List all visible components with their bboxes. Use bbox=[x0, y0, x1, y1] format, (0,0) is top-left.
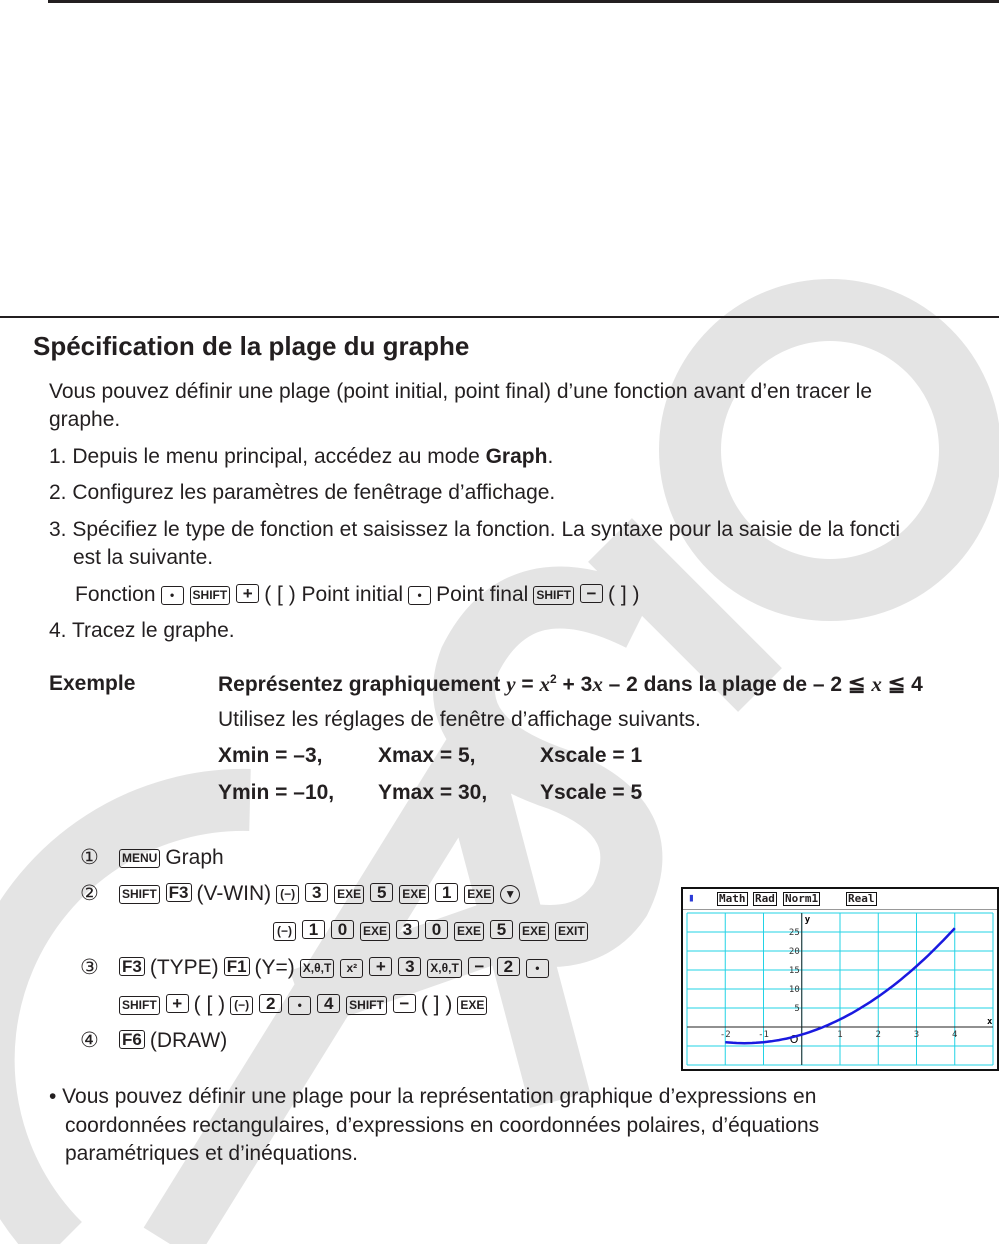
key-label: (TYPE) bbox=[149, 956, 219, 979]
watermark-letter-i bbox=[610, 540, 760, 690]
key--icon: (−) bbox=[276, 885, 299, 904]
example-title bbox=[218, 670, 923, 699]
note-line-1: • Vous pouvez définir une plage pour la représentation graphique d’expressions en bbox=[49, 1085, 817, 1108]
key-EXE-icon: EXE bbox=[399, 885, 429, 904]
ymin: Ymin = –10, bbox=[218, 781, 335, 804]
xmin: Xmin = –3, bbox=[218, 744, 323, 767]
key-1-icon: 1 bbox=[302, 920, 325, 939]
x-tick-label: -1 bbox=[758, 1030, 769, 1040]
key-label: (DRAW) bbox=[149, 1029, 228, 1052]
note-line-3: paramétriques et d’inéquations. bbox=[65, 1142, 359, 1165]
step-number: ④ bbox=[80, 1029, 99, 1052]
x-tick-label: 4 bbox=[952, 1030, 958, 1040]
step-2: 2. Configurez les paramètres de fenêtrage d’affichage. bbox=[49, 481, 556, 504]
status-norm: Norm1 bbox=[785, 892, 819, 905]
y-axis-label: y bbox=[804, 915, 811, 925]
x-tick-label: -2 bbox=[719, 1030, 731, 1040]
key-MENU-icon: MENU bbox=[119, 849, 160, 868]
example-label bbox=[49, 670, 135, 698]
key-SHIFT-icon: SHIFT bbox=[119, 885, 160, 904]
yscale: Yscale = 5 bbox=[540, 781, 643, 804]
key-label: Point final bbox=[436, 583, 529, 606]
status-real: Real bbox=[848, 892, 875, 905]
key-F3-icon: F3 bbox=[119, 957, 145, 976]
battery-icon: ▮ bbox=[688, 891, 695, 904]
x-axis-label: x bbox=[987, 1017, 993, 1027]
key-EXE-icon: EXE bbox=[454, 922, 484, 941]
key-5-icon: 5 bbox=[370, 883, 393, 902]
procedure-step bbox=[80, 1027, 229, 1055]
y-tick-label: 15 bbox=[788, 966, 800, 976]
x-tick-label: 3 bbox=[913, 1030, 920, 1040]
syntax-line bbox=[73, 581, 642, 609]
key-0-icon: 0 bbox=[331, 920, 354, 939]
key-EXE-icon: EXE bbox=[360, 922, 390, 941]
key-EXIT-icon: EXIT bbox=[555, 922, 588, 941]
graph-plot bbox=[683, 910, 997, 1068]
key-SHIFT-icon: SHIFT bbox=[119, 996, 160, 1015]
example-label-text: Exemple bbox=[49, 672, 136, 695]
key--icon: + bbox=[236, 584, 259, 603]
term: + 3 bbox=[556, 673, 593, 696]
step-3-line-2: est la suivante. bbox=[73, 546, 214, 569]
step-3-line-1: 3. Spécifiez le type de fonction et saisissez la fonction. La syntaxe pour la saisie de la foncti bbox=[49, 518, 900, 541]
procedure-step bbox=[80, 880, 523, 908]
var-x: x bbox=[871, 672, 882, 696]
xmax: Xmax = 5, bbox=[378, 744, 476, 767]
key--icon: • bbox=[161, 586, 184, 605]
key-2-icon: 2 bbox=[497, 957, 520, 976]
status-rad: Rad bbox=[755, 892, 775, 905]
procedure-step bbox=[80, 954, 552, 982]
key-EXE-icon: EXE bbox=[457, 996, 487, 1015]
key-EXE-icon: EXE bbox=[519, 922, 549, 941]
key--icon: − bbox=[468, 957, 491, 976]
key-XT-icon: X,θ,T bbox=[300, 959, 335, 978]
key--icon: (−) bbox=[273, 922, 296, 941]
example-title-text: Représentez graphiquement bbox=[218, 673, 507, 696]
key-0-icon: 0 bbox=[425, 920, 448, 939]
x-tick-label: 1 bbox=[837, 1030, 843, 1040]
range-end: ≦ 4 bbox=[881, 673, 923, 696]
procedure-step bbox=[270, 917, 591, 945]
section-title: Spécification de la plage du graphe bbox=[33, 331, 470, 361]
var-x: x bbox=[592, 672, 603, 696]
key--icon: + bbox=[369, 957, 392, 976]
key--icon: − bbox=[580, 584, 603, 603]
example-subtitle: Utilisez les réglages de fenêtre d’affichage suivants. bbox=[218, 708, 701, 731]
intro-line-2: graphe. bbox=[49, 408, 121, 431]
key--icon: • bbox=[526, 959, 549, 978]
key-x-icon: x² bbox=[340, 959, 363, 978]
y-tick-label: 25 bbox=[788, 928, 800, 938]
step-number: ③ bbox=[80, 956, 99, 979]
y-tick-label: 20 bbox=[788, 947, 800, 957]
status-bar bbox=[683, 889, 997, 910]
key-label: ( ] ) bbox=[420, 993, 453, 1016]
key--icon: (−) bbox=[230, 996, 253, 1015]
key-SHIFT-icon: SHIFT bbox=[533, 586, 574, 605]
key-3-icon: 3 bbox=[396, 920, 419, 939]
step-1-bold: Graph bbox=[485, 445, 548, 468]
top-rule bbox=[48, 0, 999, 3]
key-label: ( [ ) Point initial bbox=[264, 583, 404, 606]
ymax: Ymax = 30, bbox=[378, 781, 488, 804]
key--icon: − bbox=[393, 994, 416, 1013]
y-tick-label: 10 bbox=[788, 985, 800, 995]
key-XT-icon: X,θ,T bbox=[427, 959, 462, 978]
key-label: ( [ ) bbox=[193, 993, 226, 1016]
exponent: 2 bbox=[550, 672, 557, 686]
step-number: ① bbox=[80, 846, 99, 869]
key-F3-icon: F3 bbox=[166, 883, 192, 902]
calculator-screen bbox=[681, 887, 999, 1071]
procedure-step bbox=[116, 991, 490, 1019]
var-x: x bbox=[539, 672, 550, 696]
key-label: Graph bbox=[165, 846, 224, 869]
key--icon: • bbox=[288, 996, 311, 1015]
x-tick-label: 2 bbox=[875, 1030, 881, 1040]
key--icon: ▼ bbox=[500, 885, 520, 904]
equals: = bbox=[515, 673, 540, 696]
key-label: ( ] ) bbox=[608, 583, 640, 606]
key-label: (V-WIN) bbox=[196, 882, 272, 905]
key-2-icon: 2 bbox=[259, 994, 282, 1013]
key-3-icon: 3 bbox=[398, 957, 421, 976]
watermark-letter-o bbox=[690, 310, 970, 590]
note-line-2: coordonnées rectangulaires, d’expressions en coordonnées polaires, d’équations bbox=[65, 1114, 820, 1137]
key-EXE-icon: EXE bbox=[334, 885, 364, 904]
procedure-step bbox=[80, 844, 226, 872]
key-5-icon: 5 bbox=[490, 920, 513, 939]
intro-line-1: Vous pouvez définir une plage (point initial, point final) d’une fonction avant d’en tracer le bbox=[49, 380, 873, 403]
key-label: Fonction bbox=[75, 583, 156, 606]
section-rule bbox=[0, 316, 999, 318]
step-1-text: 1. Depuis le menu principal, accédez au mode bbox=[49, 445, 486, 468]
status-math: Math bbox=[719, 892, 746, 905]
key-F6-icon: F6 bbox=[119, 1030, 145, 1049]
origin-label: O bbox=[789, 1033, 799, 1046]
key-1-icon: 1 bbox=[435, 883, 458, 902]
step-1 bbox=[49, 443, 553, 471]
key-F1-icon: F1 bbox=[224, 957, 250, 976]
key-EXE-icon: EXE bbox=[464, 885, 494, 904]
key-label: (Y=) bbox=[254, 956, 295, 979]
key-SHIFT-icon: SHIFT bbox=[190, 586, 231, 605]
key-4-icon: 4 bbox=[317, 994, 340, 1013]
step-number: ② bbox=[80, 882, 99, 905]
y-tick-label: 5 bbox=[794, 1004, 800, 1014]
key-3-icon: 3 bbox=[305, 883, 328, 902]
var-y: y bbox=[506, 672, 516, 696]
key-SHIFT-icon: SHIFT bbox=[346, 996, 387, 1015]
range-text: – 2 dans la plage de – 2 ≦ bbox=[602, 673, 872, 696]
step-1-end: . bbox=[547, 445, 554, 468]
step-4: 4. Tracez le graphe. bbox=[49, 619, 235, 642]
xscale: Xscale = 1 bbox=[540, 744, 643, 767]
key--icon: • bbox=[408, 586, 431, 605]
key--icon: + bbox=[166, 994, 189, 1013]
